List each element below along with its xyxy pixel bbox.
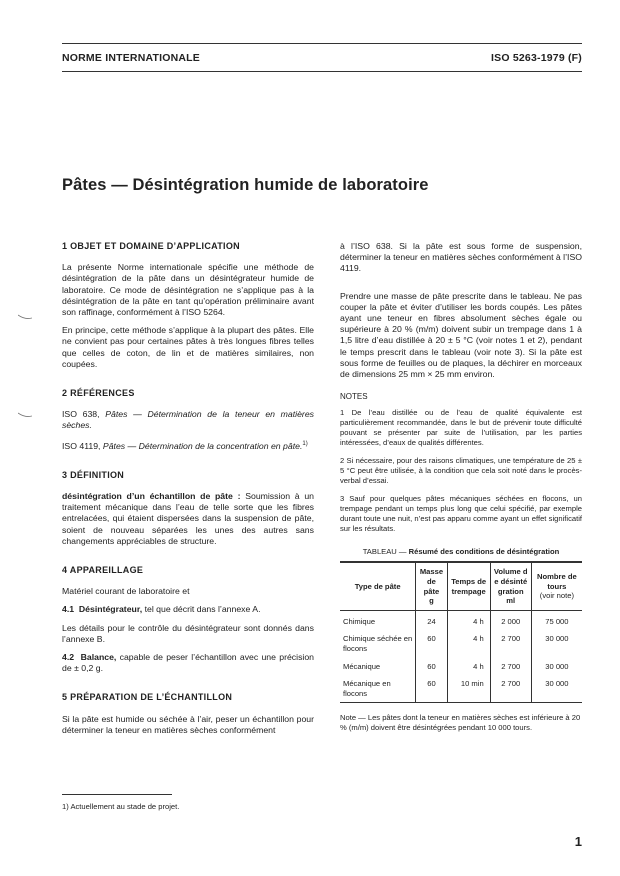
section-1-paragraph: La présente Norme internationale spécifie une méthode de désintégration de la pâte dans un désintégrateur humide de laboratoire. Ce mode de désintégration ne s’applique pas à la désintégration de la pâte en tant qu’opération préliminaire avant son raffinage, conformément à l’ISO 5264. [62, 262, 314, 318]
right-paragraph: Prendre une masse de pâte prescrite dans le tableau. Ne pas couper la pâte et éviter d’utiliser les bords coupés. Les pâtes ayant une teneur en fibres absolument sèches égale ou supérieure à 20 % (m/m) doivent subir un trempage dans 1 à 1,5 litre d’eau distillée à 20 ± 5 °C (voir notes 1 et 2), pendant le temps prescrit dans le tableau (voir note 3). Si la pâte est sous forme de feuilles ou de plaques, la déchirer en morceaux de dimensions 25 mm × 25 mm environ. [340, 290, 582, 380]
section-1-paragraph: En principe, cette méthode s’applique à la plupart des pâtes. Elle ne convient pas pour certaines pâtes à très longues fibres telles que celles de coton, de lin et de matières similaires, non coupées. [62, 325, 314, 369]
col-header-soak: Temps de trempage [447, 562, 490, 610]
section-3-heading: 3 DÉFINITION [62, 469, 125, 480]
note-3: 3 Sauf pour quelques pâtes mécaniques séchées en flocons, un trempage pendant un temps plus long que celui spécifié, par exemple durant toute une nuit, n’est pas apparu comme ayant un effet significatif sur les résultats. [340, 494, 582, 534]
header-left: NORME INTERNATIONALE [62, 52, 200, 64]
section-4-paragraph: Matériel courant de laboratoire et [62, 586, 190, 597]
note-1: 1 De l’eau distillée ou de l’eau de qualité équivalente est particulièrement recommandée, dans le but de prévenir toute difficulté pouvant se présenter par suite de l’utilisation, par les parties intéressées, d’eaux de qualités différentes. [340, 408, 582, 448]
table-row: Chimique séchée en flocons 60 4 h 2 700 30 000 [340, 630, 582, 657]
item-4-1: 4.1 Désintégrateur, tel que décrit dans l’annexe A. [62, 604, 261, 615]
footnote: 1) Actuellement au stade de projet. [62, 802, 180, 811]
table-row: Mécanique 60 4 h 2 700 30 000 [340, 658, 582, 676]
page-number: 1 [574, 834, 582, 849]
header-bottom-rule [62, 71, 582, 72]
table-row: Mécanique en flocons 60 10 min 2 700 30 000 [340, 675, 582, 703]
col-header-revolutions: Nombre de tours (voir note) [531, 562, 582, 610]
reference-iso-638: ISO 638, Pâtes — Détermination de la teneur en matières sèches. [62, 409, 314, 431]
notes-heading: NOTES [340, 392, 368, 402]
item-4-2: 4.2 Balance, capable de peser l’échantillon avec une précision de ± 0,2 g. [62, 651, 315, 674]
section-2-heading: 2 RÉFÉRENCES [62, 388, 135, 399]
conditions-table [340, 561, 582, 703]
notes-block [340, 392, 582, 534]
reference-iso-4119: ISO 4119, Pâtes — Détermination de la concentration en pâte.$^{1)}$ [62, 440, 308, 451]
definition: désintégration d’un échantillon de pâte : Soumission à un traitement mécanique dans l’eau de telle sorte que les fibres entrelacées, qui étaient dispersées dans la suspension de pâte, soient de nouveau séparées les unes des autres sans changements appréciables de structure. [62, 490, 314, 546]
margin-mark [18, 314, 32, 320]
note-2: 2 Si nécessaire, pour des raisons climatiques, une température de 25 ± 5 °C peut être utilisée, à la condition que cela soit noté dans le procès-verbal d’essai. [340, 456, 582, 486]
section-4-heading: 4 APPAREILLAGE [62, 564, 144, 575]
page-title: Pâtes — Désintégration humide de laboratoire [62, 176, 429, 194]
section-1-heading: 1 OBJET ET DOMAINE D’APPLICATION [62, 241, 240, 251]
margin-mark [18, 412, 32, 418]
footnote-rule [62, 794, 172, 795]
section-5-heading: 5 PRÉPARATION DE L’ÉCHANTILLON [62, 692, 233, 703]
table-row: Chimique 24 4 h 2 000 75 000 [340, 610, 582, 630]
left-column [62, 241, 314, 743]
table-caption: TABLEAU — Résumé des conditions de désintégration [362, 547, 560, 557]
right-paragraph: à l’ISO 638. Si la pâte est sous forme de suspension, déterminer la teneur en matières sèches conformément à l’ISO 4119. [340, 241, 582, 274]
header-top-rule [62, 43, 582, 44]
section-5-paragraph: Si la pâte est humide ou séchée à l’air, peser un échantillon pour déterminer la teneur en matières sèches conformément [62, 713, 314, 735]
right-column [340, 241, 582, 733]
col-header-volume: Volume de désintégration ml [490, 562, 531, 610]
table-header-row [340, 562, 582, 610]
header-right: ISO 5263-1979 (F) [491, 52, 582, 64]
col-header-type: Type de pâte [340, 562, 416, 610]
table-note: Note — Les pâtes dont la teneur en matières sèches est inférieure à 20 % (m/m) doivent être désintégrées pendant 10 000 tours. [340, 713, 581, 733]
footnote-ref: 1) [302, 440, 308, 447]
section-4-paragraph: Les détails pour le contrôle du désintégrateur sont donnés dans l’annexe B. [62, 622, 314, 644]
col-header-mass: Masse de pâte g [416, 562, 447, 610]
